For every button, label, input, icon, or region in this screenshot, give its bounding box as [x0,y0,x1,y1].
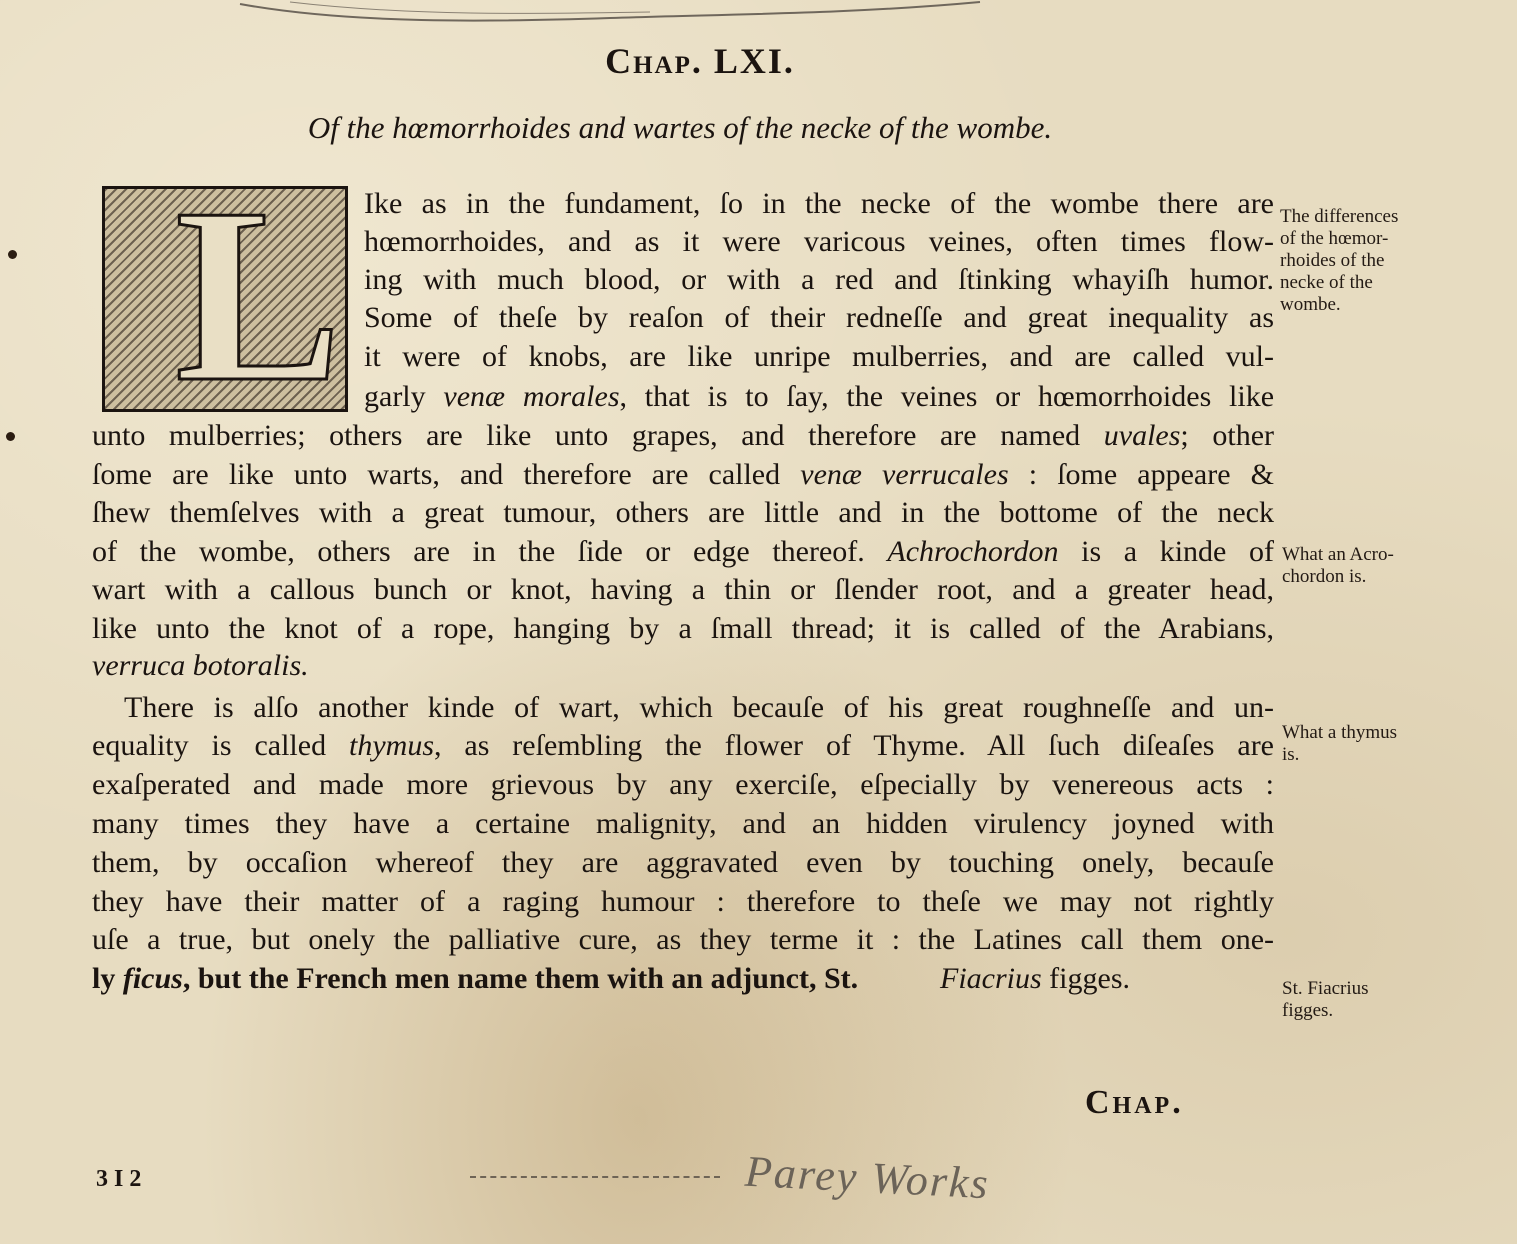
catchword: Chap. [1085,1084,1184,1121]
line-text: is a kinde of [1058,535,1274,568]
line-text: ; other [1180,419,1274,452]
line-text: equality is called [92,729,349,762]
text-line [940,961,1180,997]
line-text: they have their matter of a raging humour : therefore to theſe we may not rightly [92,885,1274,918]
margin-note-line: of the hœmor- [1280,228,1389,249]
line-text: : ſome appeare & [1008,458,1275,491]
text-line [92,767,1274,803]
text-line [92,806,1274,842]
text-line [92,457,1274,493]
margin-note-line: necke of the [1280,272,1373,293]
text-line [364,186,1274,222]
line-text: it were of knobs, are like unripe mulberries, and are called vul- [364,340,1274,373]
line-text: , that is to ſay, the veines or hœmorrhoides like [619,380,1275,413]
line-italic-text: uvales [1103,419,1181,452]
line-text: ing with much blood, or with a red and ſtinking whayiſh humor. [364,263,1274,296]
margin-note-thymus [1282,722,1397,766]
line-text: ly [92,962,123,995]
line-text: Some of theſe by reaſon of their redneſſe and great inequality as [364,301,1274,334]
margin-note-line: St. Fiacrius [1282,978,1369,999]
text-line [364,262,1274,298]
line-text: figges. [1041,962,1130,995]
line-italic-text: venæ morales [443,380,620,413]
text-line [92,884,1274,920]
line-text: of the wombe, others are in the ſide or edge thereof. [92,535,888,568]
line-italic-text: venæ verrucales [800,458,1009,491]
top-pencil-sketch [230,0,990,30]
chapter-title: Chap. LXI. [605,41,795,81]
page-signature: 3 I 2 [96,1166,142,1192]
margin-note-differences [1280,206,1398,316]
margin-note-line: figges. [1282,1000,1334,1021]
text-line [124,690,1274,726]
line-text: wart with a callous bunch or knot, having a thin or ſlender root, and a greater head, [92,573,1274,606]
line-italic-text: thymus [349,729,434,762]
line-italic-text: ficus [122,962,183,995]
line-text: garly [364,380,444,413]
line-text: There is alſo another kinde of wart, which becauſe of his great roughneſſe and un- [124,691,1274,724]
line-italic-text: verruca botoralis. [92,649,309,682]
handwritten-pencil-note: Parey Works [743,1146,991,1209]
ink-spot [6,432,15,441]
line-text: , as reſembling the flower of Thyme. All ſuch diſeaſes are [434,729,1274,762]
line-text: them, by occaſion whereof they are aggravated even by touching onely, becauſe [92,846,1274,879]
line-text: exaſperated and made more grievous by any exerciſe, eſpecially by venereous acts : [92,768,1274,801]
text-line [92,648,1274,684]
text-line [92,495,1274,531]
line-text: ſome are like unto warts, and therefore are called [92,458,801,491]
ink-spot [8,250,17,259]
margin-note-line: wombe. [1280,294,1341,315]
line-text: many times they have a certaine malignity, and an hidden virulency joyned with [92,807,1274,840]
text-line [364,224,1274,260]
line-text: unto mulberries; others are like unto grapes, and therefore are named [92,419,1104,452]
drop-cap-letter: L [175,157,342,434]
margin-note-fiacrius [1282,978,1369,1022]
text-line [92,961,859,997]
line-italic-text: Fiacrius [940,962,1042,995]
line-text: , but the French men name them with an adjunct, St. [182,962,859,995]
text-line [364,379,1274,415]
text-line [364,339,1274,375]
text-line [92,611,1274,647]
text-line [92,418,1274,454]
text-line [92,534,1274,570]
line-text: uſe a true, but onely the palliative cure, as they terme it : the Latines call them one- [92,923,1274,956]
line-italic-text: Achrochordon [887,535,1059,568]
line-text: ſhew themſelves with a great tumour, others are little and in the bottome of the neck [92,496,1274,529]
line-text: hœmorrhoides, and as it were varicous veines, often times flow- [364,225,1274,258]
margin-note-line: What a thymus [1282,722,1398,743]
text-line [92,845,1274,881]
margin-note-line: rhoides of the [1280,250,1385,271]
margin-note-line: What an Acro- [1282,544,1394,565]
margin-note-line: The differences [1280,206,1399,227]
line-text: Ike as in the fundament, ſo in the necke of the wombe there are [364,187,1274,220]
text-line [364,300,1274,336]
decorative-drop-cap [102,157,348,434]
chapter-subtitle: Of the hœmorrhoides and wartes of the necke of the wombe. [307,110,1053,145]
margin-note-line: is. [1282,744,1300,765]
pencil-dash-line [470,1176,720,1178]
line-text: like unto the knot of a rope, hanging by a ſmall thread; it is called of the Arabians, [92,612,1274,645]
margin-note-line: chordon is. [1282,566,1367,587]
margin-note-acrochordon [1282,544,1394,588]
text-line [92,728,1274,764]
text-line [92,922,1274,958]
text-line [92,572,1274,608]
